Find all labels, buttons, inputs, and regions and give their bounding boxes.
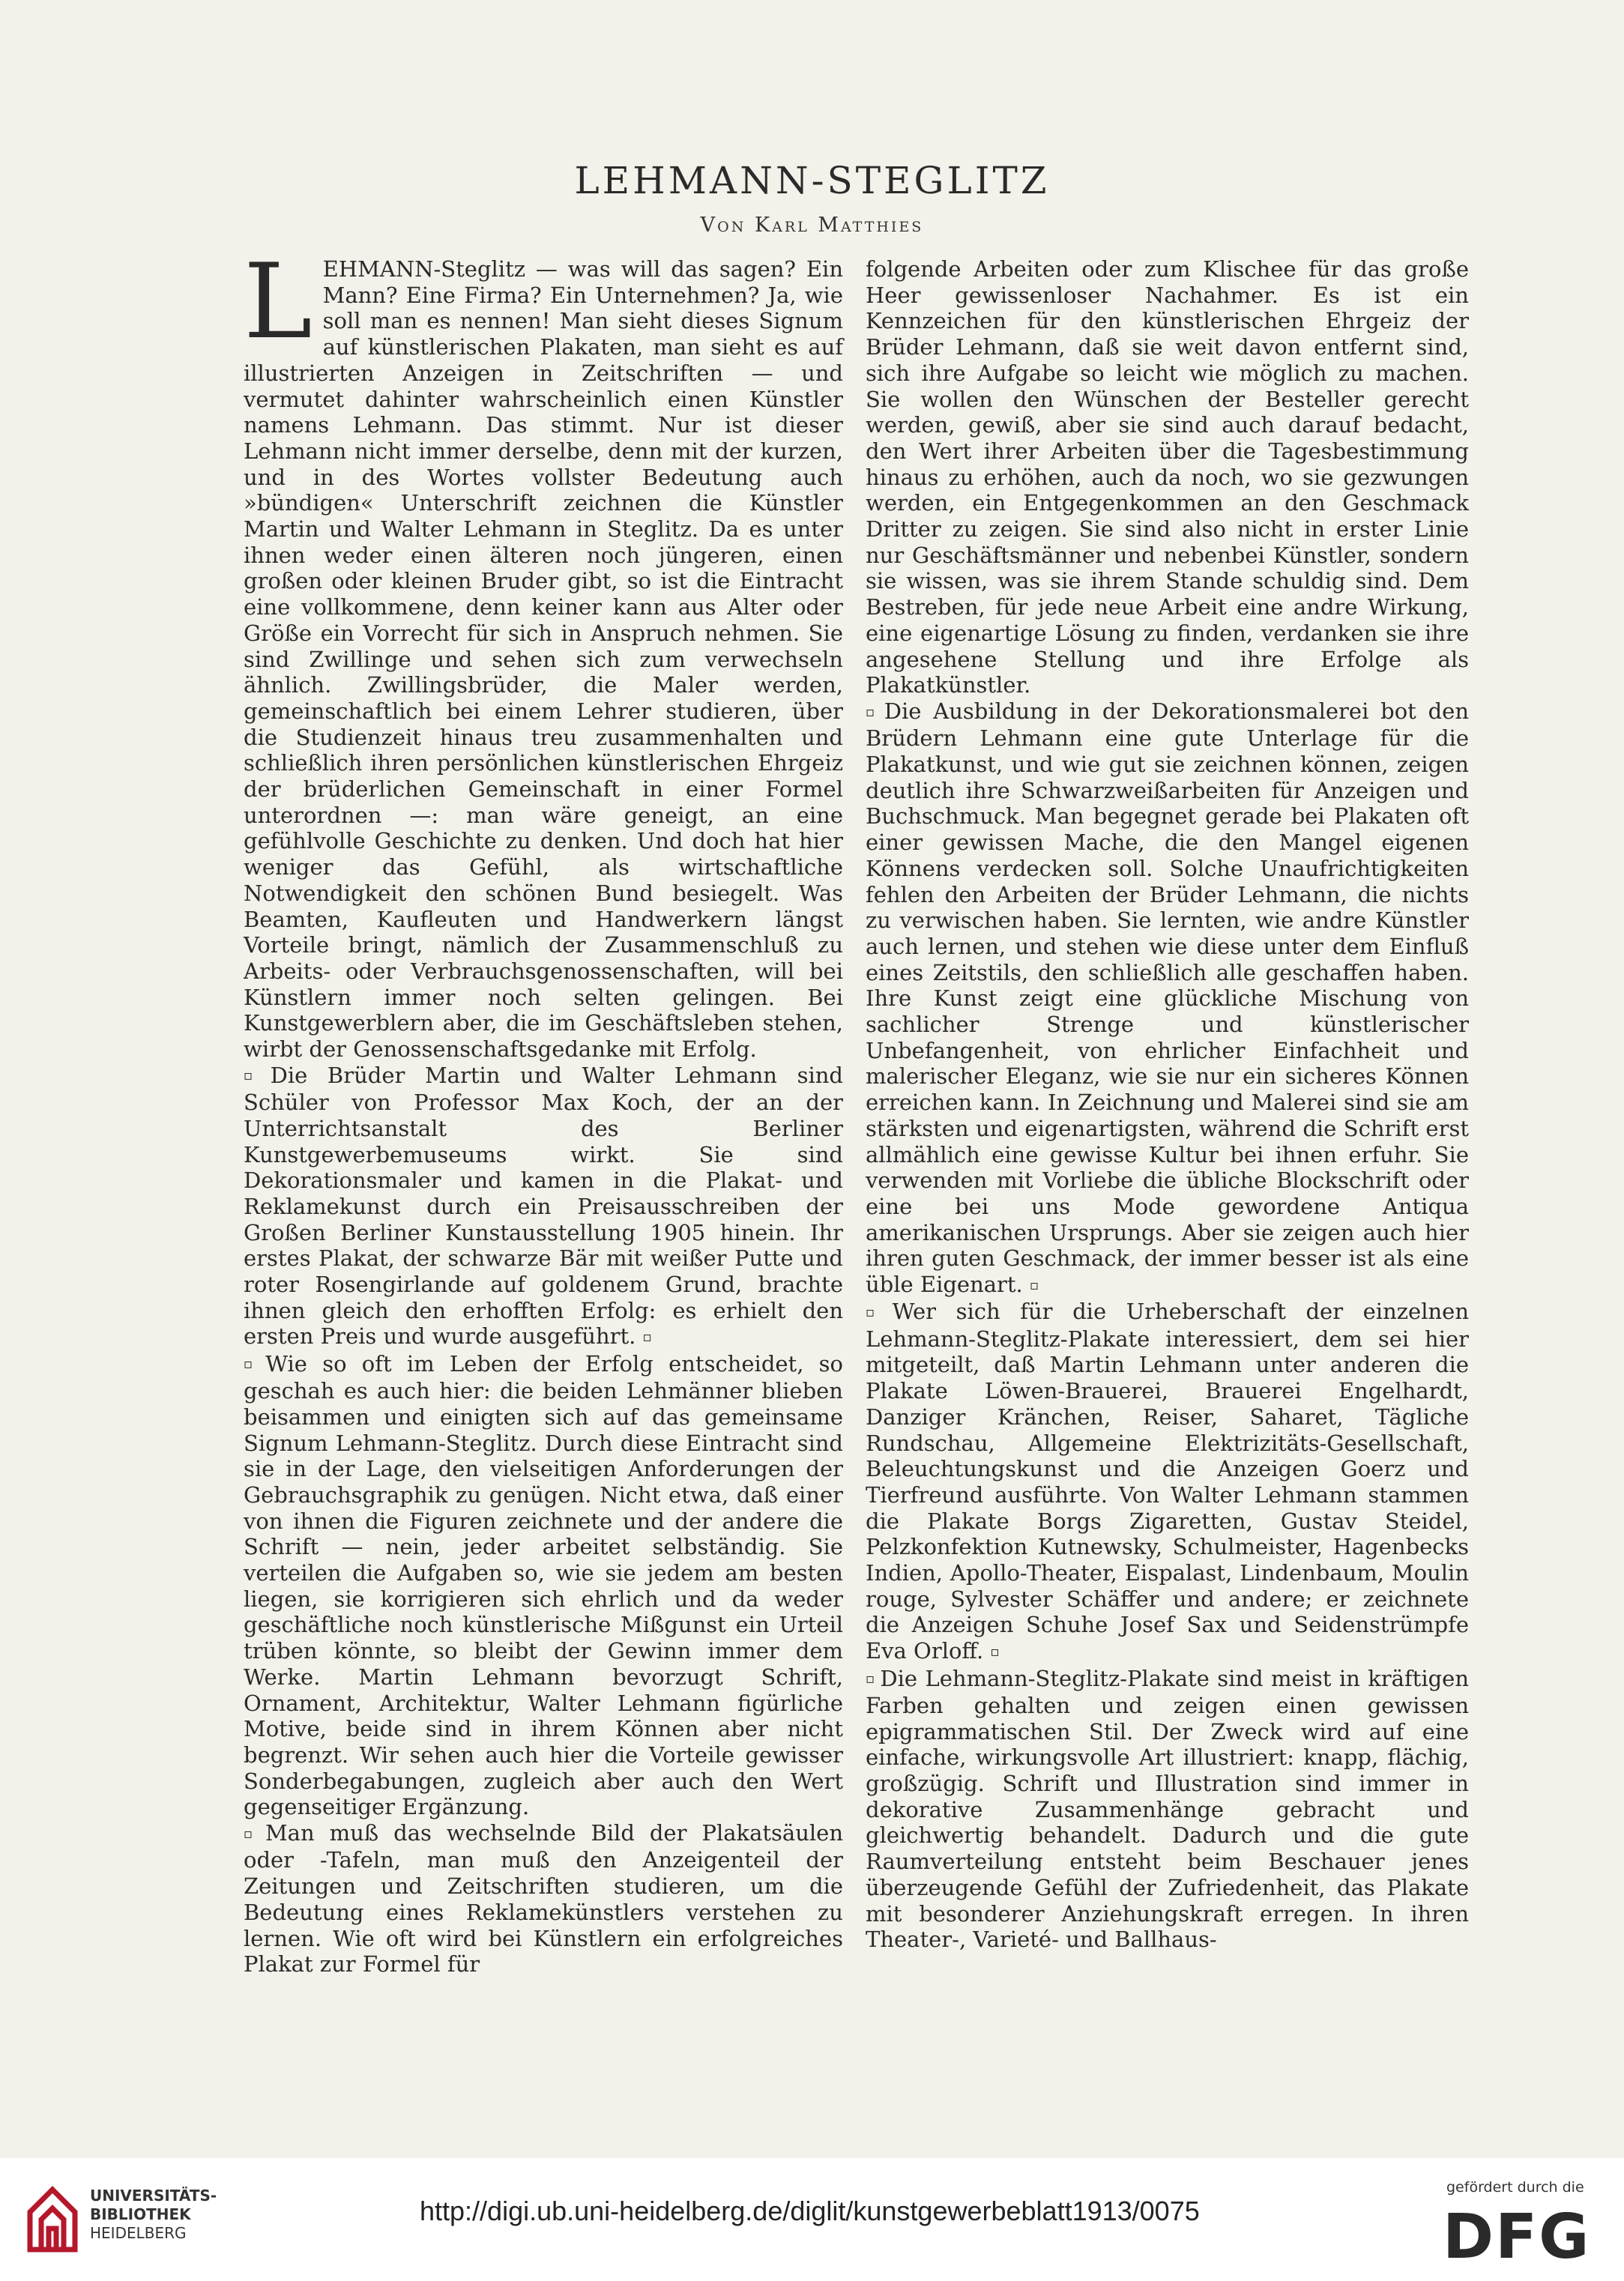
paragraph-6: ▫ Die Ausbildung in der Dekorationsmalerei bot den Brüdern Lehmann eine gute Unterlage für die Plakatkunst, und wie gut sie zeichnen können, zeigen deutlich ihre Schwarzweißarbeiten für Anzeigen und Buchschmuck. Man begegnet gerade bei Plakaten oft einer gewissen Mache, die den Mangel eigenen Könnens verdecken soll. Solche Unaufrichtigkeiten fehlen den Arbeiten der Brüder Lehmann, die nichts zu verwischen haben. Sie lernten, wie andre Künstler auch lernen, und stehen wie diese unter dem Einfluß eines Zeitstils, den schließlich alle geschaffen haben. Ihre Kunst zeigt eine glückliche Mischung von sachlicher Strenge und künstlerischer Unbefangenheit, von ehrlicher Einfachheit und malerischer Eleganz, wie sie nur ein sicheres Können erreichen kann. In Zeichnung und Malerei sind sie am stärksten und eigenartigsten, während die Schrift erst allmählich eine gewisse Kultur bei ihnen erfuhr. Sie verwenden mit Vorliebe die übliche Blockschrift oder eine bei uns Mode gewordene Antiqua amerikanischen Ursprungs. Aber sie zeigen auch hier ihren guten Geschmack, der immer besser ist als eine üble Eigenart. ▫ (866, 698, 1469, 1298)
paragraph-mark-icon: ▫ (990, 1643, 1000, 1660)
right-column (866, 256, 1469, 1953)
article-title: LEHMANN-STEGLITZ (574, 159, 1050, 202)
paragraph-mark-icon: ▫ (244, 1068, 266, 1084)
paragraph-mark-icon: ▫ (244, 1356, 262, 1373)
drop-cap: L (244, 241, 313, 362)
dfg-logo: DFG (1443, 2202, 1591, 2273)
paragraph-mark-icon: ▫ (244, 1825, 261, 1842)
paragraph-mark-icon: ▫ (866, 1671, 876, 1688)
paragraph-7: ▫ Wer sich für die Urheberschaft der einzelnen Lehmann-Steglitz-Plakate interessiert, dem sei hier mitgeteilt, daß Martin Lehmann unter anderen die Plakate Löwen-Brauerei, Brauerei Engelhardt, Danziger Kränchen, Reiser, Saharet, Tägliche Rundschau, Allgemeine Elektrizitäts-Gesellschaft, Beleuchtungskunst und die Anzeigen Goerz und Tierfreund ausführte. Von Walter Lehmann stammen die Plakate Borgs Zigaretten, Gustav Steidel, Pelzkonfektion Kutnewsky, Schulmeister, Hagenbecks Indien, Apollo-Theater, Eispalast, Lindenbaum, Moulin rouge, Sylvester Schäffer und andere; er zeichnete die Anzeigen Schuhe Josef Sax und Seidenstrümpfe Eva Orloff. ▫ (866, 1299, 1469, 1664)
funding-note: gefördert durch die (1446, 2179, 1584, 2196)
paragraph-5: folgende Arbeiten oder zum Klischee für das große Heer gewissenloser Nachahmer. Es ist ein Kennzeichen für den künstlerischen Ehrgeiz der Brüder Lehmann, daß sie weit davon entfernt sind, sich ihre Aufgabe so leicht wie möglich zu machen. Sie wollen den Wünschen der Besteller gerecht werden, gewiß, aber sie sind auch darauf bedacht, den Wert ihrer Arbeiten über die Tagesbestimmung hinaus zu erhöhen, auch da noch, wo sie gezwungen werden, ein Entgegenkommen an den Geschmack Dritter zu zeigen. Sie sind also nicht in erster Linie nur Geschäftsmänner und nebenbei Künstler, sondern sie wissen, was sie ihrem Stande schuldig sind. Dem Bestreben, für jede neue Arbeit eine andre Wirkung, eine eigenartige Lösung zu finden, verdanken sie ihre angesehene Stellung und ihre Erfolge als Plakatkünstler. (866, 256, 1469, 698)
paragraph-3: ▫ Wie so oft im Leben der Erfolg entscheidet, so geschah es auch hier: die beiden Lehmänner blieben beisammen und einigten sich auf das gemeinsame Signum Lehmann-Steglitz. Durch diese Eintracht sind sie in der Lage, den vielseitigen Anforderungen der Gebrauchsgraphik zu genügen. Nicht etwa, daß einer von ihnen die Figuren zeichnete und der andere die Schrift — nein, jeder arbeitet selbständig. Sie verteilen die Aufgaben so, wie sie jedem am besten liegen, sie korrigieren sich ehrlich und da weder geschäftliche noch künstlerische Mißgunst ein Urteil trüben könnte, so bleibt der Gewinn immer dem Werke. Martin Lehmann bevorzugt Schrift, Ornament, Architektur, Walter Lehmann figürliche Motive, beide sind in ihrem Können aber nicht begrenzt. Wir sehen auch hier die Vorteile gewisser Sonderbegabungen, zugleich aber auch den Wert gegenseitiger Ergänzung. (244, 1350, 844, 1820)
paragraph-1: LEHMANN-Steglitz — was will das sagen? Ein Mann? Eine Firma? Ein Unternehmen? Ja, wie soll man es nennen! Man sieht dieses Signum auf künstlerischen Plakaten, man sieht es auf illustrierten Anzeigen in Zeitschriften — und vermutet dahinter wahrscheinlich einen Künstler namens Lehmann. Das stimmt. Nur ist dieser Lehmann nicht immer derselbe, denn mit der kurzen, und in des Wortes vollster Bedeutung auch »bündigen« Unterschrift zeichnen die Künstler Martin und Walter Lehmann in Steglitz. Da es unter ihnen weder einen älteren noch jüngeren, einen großen oder kleinen Bruder gibt, so ist die Eintracht eine vollkommene, denn keiner kann aus Alter oder Größe ein Vorrecht für sich in Anspruch nehmen. Sie sind Zwillinge und sehen sich zum verwechseln ähnlich. Zwillingsbrüder, die Maler werden, gemeinschaftlich bei einem Lehrer studieren, über die Studienzeit hinaus treu zusammenhalten und schließlich ihren persönlichen künstlerischen Ehrgeiz der brüderlichen Gemeinschaft in einer Formel unterordnen —: man wäre geneigt, an eine gefühlvolle Geschichte zu denken. Und doch hat hier weniger das Gefühl, als wirtschaftliche Notwendigkeit den schönen Bund besiegelt. Was Beamten, Kaufleuten und Handwerkern längst Vorteile bringt, nämlich der Zusammenschluß zu Arbeits- oder Verbrauchsgenossenschaften, will bei Künstlern immer noch selten gelingen. Bei Kunstgewerblern aber, die im Geschäftsleben stehen, wirbt der Genossenschaftsgedanke mit Erfolg. (244, 241, 843, 1063)
paragraph-mark-icon: ▫ (866, 1305, 888, 1321)
article-byline: Von Karl Matthies (700, 214, 924, 237)
paragraph-8: ▫ Die Lehmann-Steglitz-Plakate sind meist in kräftigen Farben gehalten und zeigen einen gewissen epigrammatischen Stil. Der Zweck wird auf eine einfache, wirkungsvolle Art illustriert: knapp, flächig, großzügig. Schrift und Illustration sind immer in dekorative Zusammenhänge gebracht und gleichwertig behandelt. Dadurch und die gute Raumverteilung entsteht beim Beschauer jenes überzeugende Gefühl der Zufriedenheit, das Plakate mit besonderer Anziehungskraft erregen. In ihren Theater-, Varieté- und Ballhaus- (866, 1665, 1470, 1953)
paragraph-2: ▫ Die Brüder Martin und Walter Lehmann sind Schüler von Professor Max Koch, der an der Unterrichtsanstalt des Berliner Kunstgewerbemuseums wirkt. Sie sind Dekorationsmaler und kamen in die Plakat- und Reklamekunst durch ein Preisausschreiben der Großen Berliner Kunstausstellung 1905 hinein. Ihr erstes Plakat, der schwarze Bär mit weißer Putte und roter Rosengirlande auf goldenem Grund, brachte ihnen gleich den erhofften Erfolg: es erhielt den ersten Preis und wurde ausgeführt. ▫ (244, 1062, 843, 1350)
paragraph-mark-icon: ▫ (866, 704, 880, 720)
left-column (244, 241, 844, 1978)
paragraph-4: ▫ Man muß das wechselnde Bild der Plakatsäulen oder -Tafeln, man muß den Anzeigenteil der Zeitungen und Zeitschriften studieren, um die Bedeutung eines Reklamekünstlers verstehen zu lernen. Wie oft wird bei Künstlern ein erfolgreiches Plakat zur Formel für (244, 1820, 843, 1978)
source-url-link[interactable]: http://digi.ub.uni-heidelberg.de/diglit/kunstgewerbeblatt1913/0075 (420, 2196, 1200, 2226)
library-name: UNIVERSITÄTS- BIBLIOTHEK HEIDELBERG (90, 2187, 217, 2242)
paragraph-mark-icon: ▫ (642, 1329, 652, 1346)
library-logo-icon (22, 2182, 82, 2257)
paragraph-mark-icon: ▫ (1030, 1277, 1039, 1293)
